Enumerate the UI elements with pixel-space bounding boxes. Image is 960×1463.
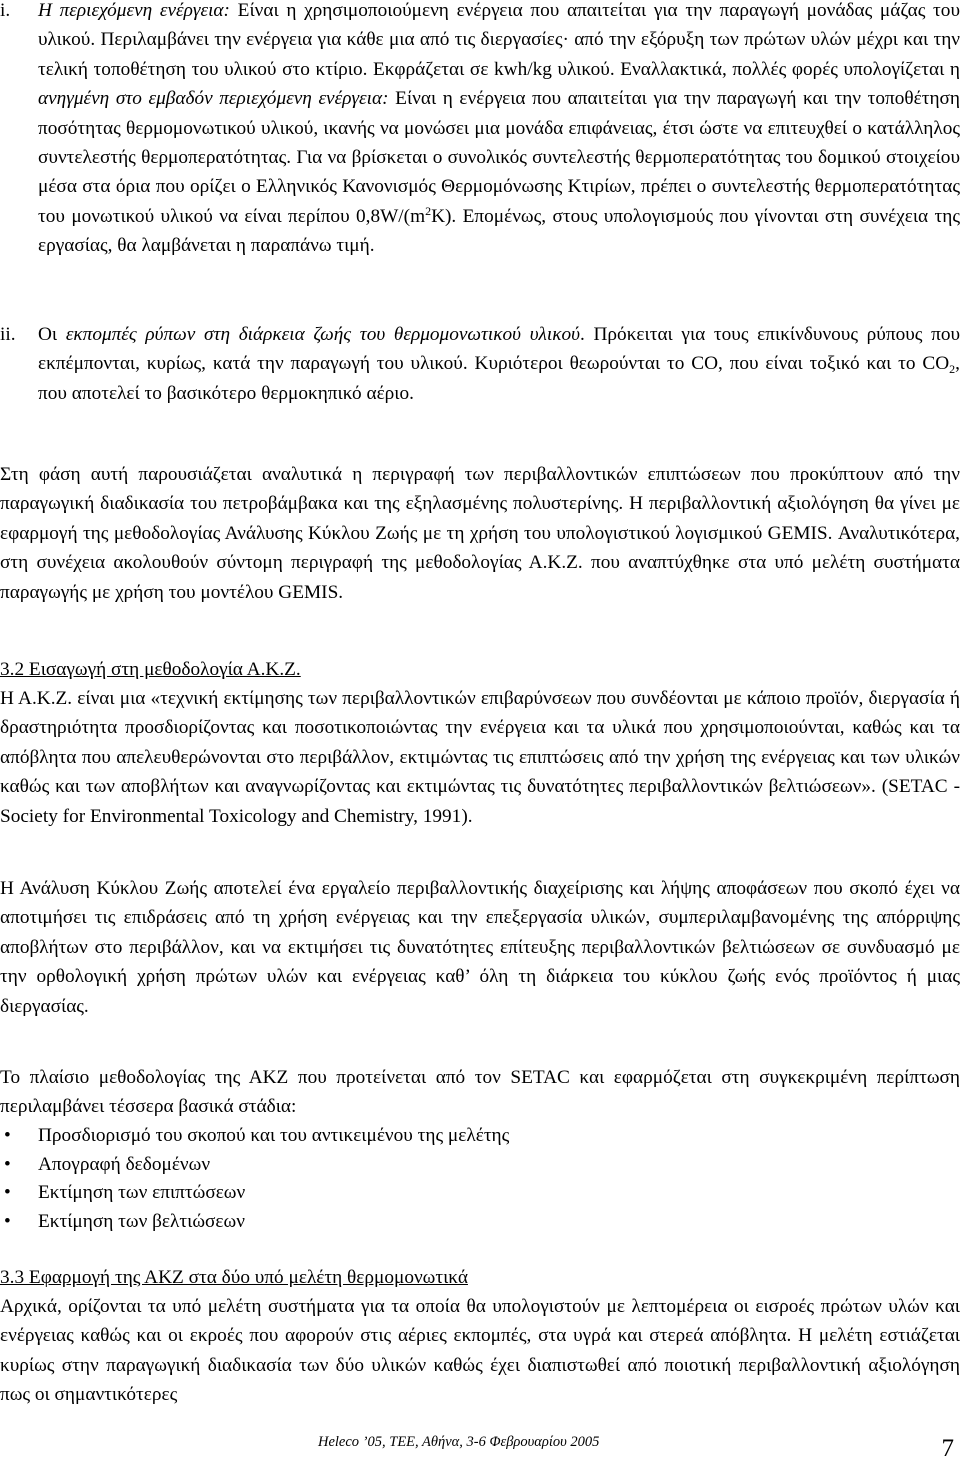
text-run: Είναι η χρησιμοποιούμενη ενέργεια που απαιτείται για την παραγωγή μονάδας μάζας του υλικού. Περιλαμβάνει την ενέργεια για κάθε μια από τις διεργασίες· από την εξόρυξη των πρώτων υλών μέχρι και την τελική τοποθέτηση του υλικού στο κτίριο. Εκφράζεται σε kwh/kg υλικού. Εναλλακτικά, πολλές φορές υπολογίζεται η (38, 0, 960, 80)
paragraph-lca-tool: Η Ανάλυση Κύκλου Ζωής αποτελεί ένα εργαλείο περιβαλλοντικής διαχείρισης και λήψης αποφάσεων που σκοπό έχει να αποτιμήσει τις επιδράσεις από τη χρήση ενέργειας και την επεξεργασία υλικών, συμπεριλαμβανομένης της απόρριψης αποβλήτων στο περιβάλλον, και να εκτιμήσει τις δυνατότητες επίτευξης περιβαλλοντικών βελτιώσεων σε συνδυασμό με την ορθολογική χρήση πρώτων υλών και ενέργειας καθ’ όλη τη διάρκεια του κύκλου ζωής ενός προϊόντος ή μιας διεργασίας. (0, 878, 960, 1017)
bullet-icon: • (4, 1125, 11, 1146)
paragraph-lca-framework: Το πλαίσιο μεθοδολογίας της ΑΚΖ που προτείνεται από τον SETAC και εφαρμόζεται στη συγκεκριμένη περίπτωση περιλαμβάνει τέσσερα βασικά στάδια: (0, 1067, 960, 1118)
bullet-icon: • (4, 1153, 11, 1175)
item-number: ii. (0, 324, 16, 345)
list-item (0, 1122, 960, 1151)
bullet-text: Εκτίμηση των βελτιώσεων (38, 1210, 245, 1232)
footer-conference-text: Heleco ’05, ΤΕΕ, Αθήνα, 3-6 Φεβρουαρίου 2005 (318, 1434, 600, 1450)
item-text (38, 0, 960, 261)
text-run: Οι (38, 324, 66, 345)
bullet-text: Προσδιορισμό του σκοπού και του αντικειμένου της μελέτης (38, 1125, 510, 1146)
bullet-icon: • (4, 1182, 11, 1204)
item-number: i. (0, 0, 11, 21)
item-text (38, 320, 960, 408)
list-item (0, 1151, 960, 1180)
section-heading-3-2: 3.2 Εισαγωγή στη μεθοδολογία Α.Κ.Ζ. (0, 659, 301, 680)
lca-stages-list (0, 1122, 960, 1236)
term-area-embodied-energy: ανηγμένη στο εμβαδόν περιεχόμενη ενέργεια: (38, 88, 389, 110)
list-item (0, 1208, 960, 1237)
term-embodied-energy: Η περιεχόμενη ενέργεια: (38, 0, 230, 21)
list-item (0, 1179, 960, 1208)
superscript: 2 (425, 203, 432, 218)
text-run: . Πρόκειται για τους επικίνδυνους ρύπους που εκπέμπονται, κυρίως, κατά την παραγωγή του υλικού. Κυριότεροι θεωρούνται το CO, που είναι τοξικό και το CO (38, 324, 960, 375)
bullet-text: Εκτίμηση των επιπτώσεων (38, 1182, 246, 1204)
bullet-text: Απογραφή δεδομένων (38, 1153, 211, 1175)
text-run: K). Επομένως, στους υπολογισμούς που γίνονται στη συνέχεια της εργασίας, θα λαμβάνεται η παραπάνω τιμή. (38, 205, 960, 257)
text-run: Είναι η ενέργεια που απαιτείται για την παραγωγή και την τοποθέτηση ποσότητας θερμομονωτικού υλικού, ικανής να μονώσει μια μονάδα επιφάνειας, έτσι ώστε να επιτευχθεί ο κατάλληλος συντελεστής θερμοπερατότητας. Για να βρίσκεται ο συνολικός συντελεστής θερμοπερατότητας του δομικού στοιχείου μέσα στα όρια που ορίζει ο Ελληνικός Κανονισμός Θερμομόνωσης Κτιρίων, πρέπει ο συντελεστής θερμοπερατότητας του μονωτικού υλικού να είναι περίπου 0,8W/(m (38, 88, 960, 227)
paragraph-lca-application: Αρχικά, ορίζονται τα υπό μελέτη συστήματα για τα οποία θα υπολογιστούν με λεπτομέρεια οι εισροές πρώτων υλών και ενέργειας καθώς και οι εκροές που αφορούν στις αέριες εκπομπές, στα υγρά και στερεά απόβλητα. Η μελέτη εστιάζεται κυρίως στην παραγωγική διαδικασία των δύο υλικών καθώς έχει διαπιστωθεί από ποιοτική περιβαλλοντική αξιολόγηση πως οι σημαντικότερες (0, 1296, 960, 1406)
bullet-icon: • (4, 1210, 11, 1232)
paragraph-lca-definition: Η Α.Κ.Ζ. είναι μια «τεχνική εκτίμησης των περιβαλλοντικών επιβαρύνσεων που συνδέονται με κάποιο προϊόν, διεργασία ή δραστηριότητα προσδιορίζοντας και ποσοτικοποιώντας την ενέργεια και τα υλικά που χρησιμοποιούνται, καθώς και τα απόβλητα που απελευθερώνονται στο περιβάλλον, εκτιμώντας τις επιπτώσεις από την χρήση της ενέργειας και των υλικών καθώς και των αποβλήτων και αναγνωρίζοντας και εκτιμώντας τις δυνατότητες περιβαλλοντικών βελτιώσεων». (SETAC -Society for Environmental Toxicology and Chemistry, 1991). (0, 688, 960, 827)
section-heading-3-3: 3.3 Εφαρμογή της ΑΚΖ στα δύο υπό μελέτη θερμομονωτικά (0, 1267, 468, 1288)
text-run: , που αποτελεί το βασικότερο θερμοκηπικό αέριο. (38, 353, 960, 404)
term-emissions: εκπομπές ρύπων στη διάρκεια ζωής του θερμομονωτικού υλικού (65, 324, 580, 345)
page-footer (0, 1432, 960, 1462)
paragraph-environmental-impacts: Στη φάση αυτή παρουσιάζεται αναλυτικά η περιγραφή των περιβαλλοντικών επιπτώσεων που προκύπτουν από την παραγωγική διαδικασία του πετροβάμβακα και της εξηλασμένης πολυστερίνης. Η περιβαλλοντική αξιολόγηση θα γίνει με εφαρμογή της μεθοδολογίας Ανάλυσης Κύκλου Ζωής με τη χρήση του υπολογιστικού λογισμικού GEMIS. Αναλυτικότερα, στη συνέχεια ακολουθούν σύντομη περιγραφή της μεθοδολογίας Α.Κ.Ζ. που αναπτύχθηκε στα υπό μελέτη συστήματα παραγωγής με χρήση του μοντέλου GEMIS. (0, 464, 960, 603)
subscript: 2 (949, 362, 956, 377)
page-number: 7 (941, 1435, 954, 1462)
